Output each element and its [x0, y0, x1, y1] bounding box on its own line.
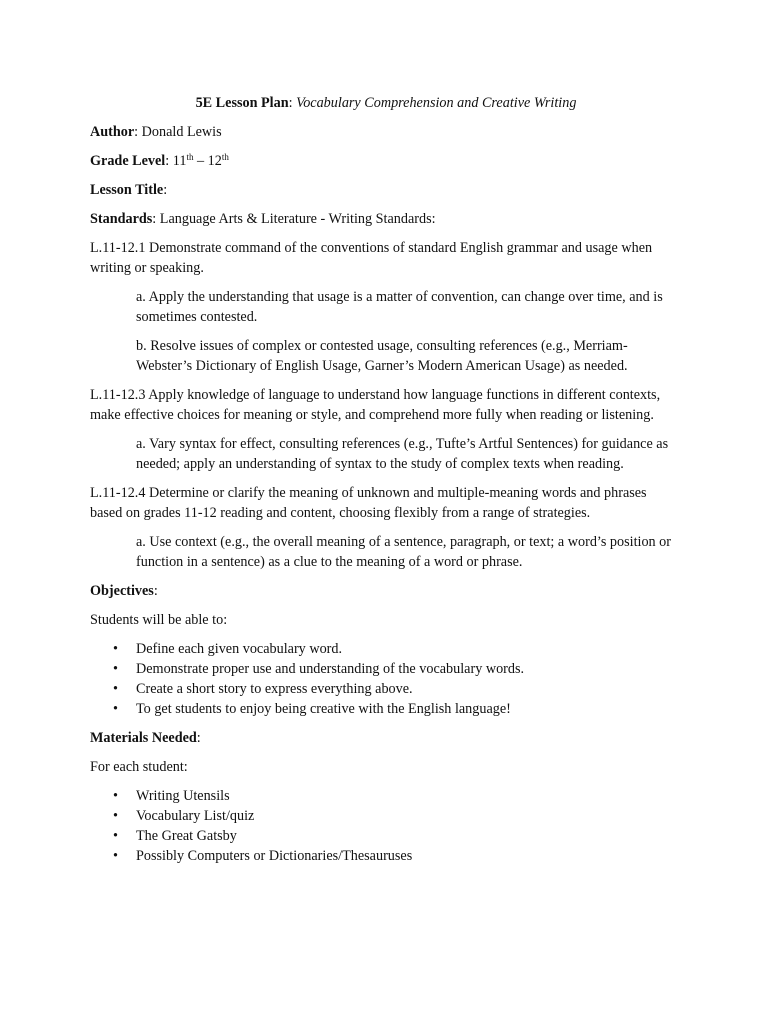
standard-item: L.11-12.1 Demonstrate command of the conventions of standard English grammar and usage when writing or speaking. [90, 240, 653, 276]
list-item-text: The Great Gatsby [136, 828, 237, 844]
bullet-icon: • [113, 828, 118, 844]
standards-label: Standards [90, 211, 153, 227]
list-item-text: To get students to enjoy being creative with the English language! [136, 701, 511, 717]
author-label: Author [90, 124, 135, 140]
list-item-text: Possibly Computers or Dictionaries/Thesauruses [136, 848, 413, 864]
objectives-intro: Students will be able to: [90, 612, 228, 628]
bullet-icon: • [113, 661, 118, 677]
grade-from-suffix: th [186, 152, 194, 162]
title-separator: : [288, 95, 297, 111]
list-item [90, 786, 680, 806]
bullet-icon: • [113, 848, 118, 864]
materials-separator: : [196, 730, 201, 746]
standards-separator: : [152, 211, 160, 227]
grade-from: 11 [172, 153, 187, 169]
author-line [90, 122, 680, 142]
standard-subitem: a. Apply the understanding that usage is a matter of convention, can change over time, and is sometimes contested. [136, 289, 663, 325]
materials-list [90, 786, 680, 866]
author-separator: : [134, 124, 142, 140]
list-item-text: Demonstrate proper use and understanding of the vocabulary words. [136, 661, 525, 677]
standard-item: L.11-12.4 Determine or clarify the meaning of unknown and multiple-meaning words and phrases based on grades 11-12 reading and content, choosing flexibly from a range of strategies. [90, 485, 647, 521]
bullet-icon: • [113, 681, 118, 697]
objectives-list [90, 639, 680, 719]
standard-subitem: b. Resolve issues of complex or contested usage, consulting references (e.g., Merriam-Webster’s Dictionary of English Usage, Garner’s Modern American Usage) as needed. [136, 338, 628, 374]
document-body [90, 93, 680, 875]
lesson-title-separator: : [163, 182, 168, 198]
materials-label: Materials Needed [90, 730, 197, 746]
list-item-text: Vocabulary List/quiz [136, 808, 255, 824]
grade-level-line [90, 151, 680, 171]
list-item [90, 846, 680, 866]
list-item [90, 639, 680, 659]
list-item-text: Writing Utensils [136, 788, 230, 804]
grade-to: 12 [207, 153, 222, 169]
list-item-text: Create a short story to express everything above. [136, 681, 413, 697]
list-item-text: Define each given vocabulary word. [136, 641, 343, 657]
list-item [90, 826, 680, 846]
standards-value: Language Arts & Literature - Writing Standards: [159, 211, 436, 227]
standard-subitem: a. Vary syntax for effect, consulting references (e.g., Tufte’s Artful Sentences) for guidance as needed; apply an understanding of syntax to the study of complex texts when reading. [136, 436, 669, 472]
list-item [90, 679, 680, 699]
grade-dash: – [193, 153, 208, 169]
standard-subitem: a. Use context (e.g., the overall meaning of a sentence, paragraph, or text; a word’s position or function in a sentence) as a clue to the meaning of a word or phrase. [136, 534, 672, 570]
objectives-line [90, 581, 680, 601]
standard-item: L.11-12.3 Apply knowledge of language to understand how language functions in different contexts, make effective choices for meaning or style, and comprehend more fully when reading or listening. [90, 387, 661, 423]
lesson-title-label: Lesson Title [90, 182, 164, 198]
bullet-icon: • [113, 808, 118, 824]
grade-level-label: Grade Level [90, 153, 166, 169]
standards-line [90, 209, 680, 229]
materials-line [90, 728, 680, 748]
title-italic: Vocabulary Comprehension and Creative Writing [296, 95, 577, 111]
objectives-label: Objectives [90, 583, 154, 599]
bullet-icon: • [113, 641, 118, 657]
list-item [90, 806, 680, 826]
grade-level-separator: : [165, 153, 173, 169]
title-bold: 5E Lesson Plan [195, 95, 289, 111]
bullet-icon: • [113, 701, 118, 717]
bullet-icon: • [113, 788, 118, 804]
list-item [90, 699, 680, 719]
lesson-title-line [90, 180, 680, 200]
materials-intro: For each student: [90, 759, 188, 775]
grade-to-suffix: th [221, 152, 229, 162]
document-title [90, 93, 680, 113]
objectives-separator: : [153, 583, 158, 599]
author-value: Donald Lewis [141, 124, 222, 140]
list-item [90, 659, 680, 679]
